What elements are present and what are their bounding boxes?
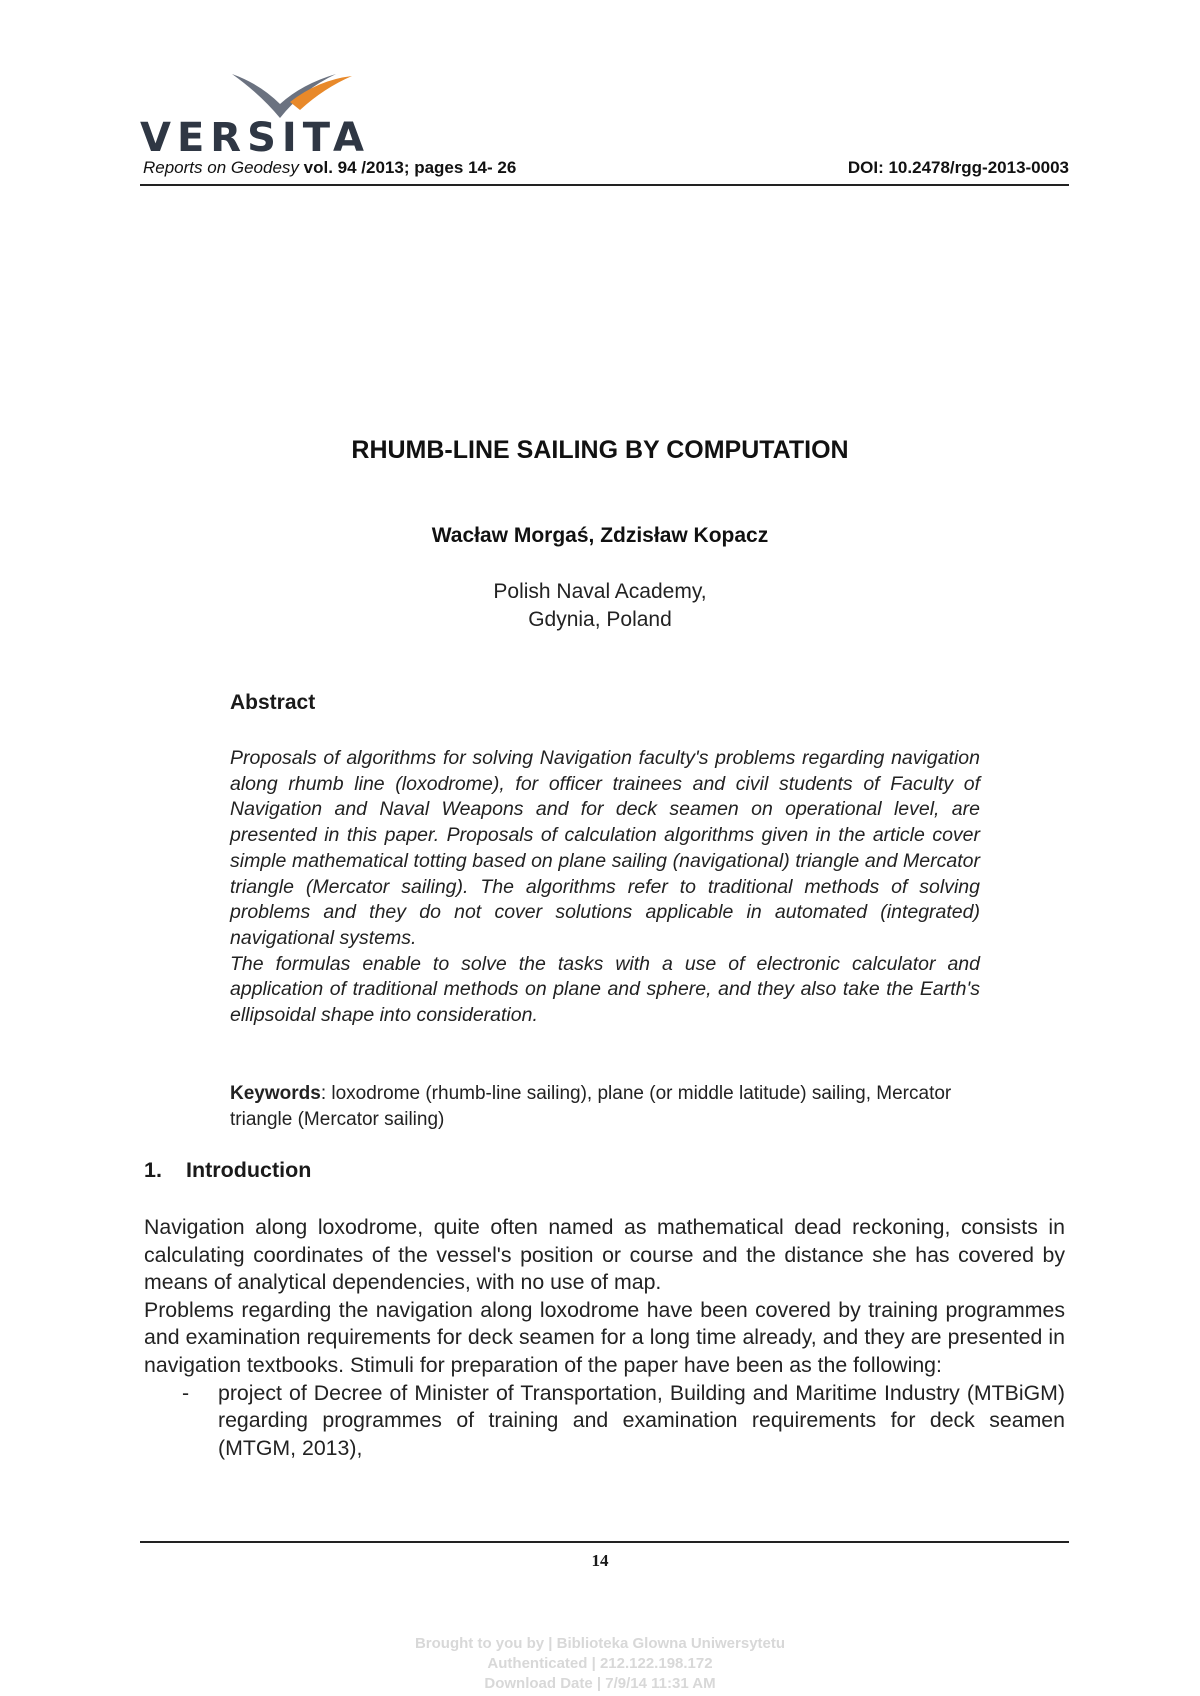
page-number: 14 (591, 1551, 609, 1570)
intro-paragraph-1: Navigation along loxodrome, quite often named as mathematical dead reckoning, consists in calculating coordinates of the vessel's position or course and the distance she has covered by means of analytical dependencies, with no use of map. (144, 1215, 1065, 1295)
section-heading-introduction (144, 1158, 311, 1183)
logo-wordmark: VERSITA (140, 115, 370, 161)
journal-citation (143, 158, 516, 178)
affiliation-line-1: Polish Naval Academy, (493, 580, 707, 603)
header-rule (140, 184, 1069, 186)
list-item (144, 1380, 1065, 1463)
authors: Wacław Morgaś, Zdzisław Kopacz (431, 524, 769, 547)
abstract-heading: Abstract (230, 691, 316, 714)
footer-rule (140, 1541, 1069, 1543)
watermark-line-3: Download Date | 7/9/14 11:31 AM (484, 1675, 716, 1692)
keywords-label: Keywords (230, 1083, 321, 1104)
journal-name: Reports on Geodesy (143, 158, 299, 177)
abstract-body (230, 746, 980, 1029)
bullet-dash: - (182, 1380, 190, 1405)
introduction-body (144, 1214, 1065, 1462)
affiliation-line-2: Gdynia, Poland (528, 608, 672, 631)
keywords-text: : loxodrome (rhumb-line sailing), plane (or middle latitude) sailing, Mercator triangle (Mercator sailing) (230, 1083, 952, 1130)
affiliation (0, 578, 1200, 634)
paper-title: RHUMB-LINE SAILING BY COMPUTATION (351, 436, 849, 464)
bullet-text: project of Decree of Minister of Transportation, Building and Maritime Industry (MTBiGM) regarding programmes of training and examination requirements for deck seamen (MTGM, 2013), (218, 1380, 1065, 1460)
doi: DOI: 10.2478/rgg-2013-0003 (847, 158, 1069, 177)
keywords (230, 1081, 980, 1133)
abstract-paragraph-2: The formulas enable to solve the tasks with a use of electronic calculator and application of traditional methods on plane and sphere, and they also take the Earth's ellipsoidal shape into consideration. (230, 952, 980, 1027)
abstract-paragraph-1: Proposals of algorithms for solving Navigation faculty's problems regarding navigation along rhumb line (loxodrome), for officer trainees and civil students of Faculty of Navigation and Naval Weapons and for deck seamen on operational level, are presented in this paper. Proposals of calculation algorithms given in the article cover simple mathematical totting based on plane sailing (navigational) triangle and Mercator triangle (Mercator sailing). The algorithms refer to traditional methods of solving problems and they do not cover solutions applicable in automated (integrated) navigational systems. (230, 747, 980, 949)
section-title: Introduction (186, 1158, 312, 1182)
versita-logo (140, 68, 400, 168)
section-number: 1. (144, 1158, 162, 1182)
watermark-line-2: Authenticated | 212.122.198.172 (487, 1655, 713, 1672)
volume-info: vol. 94 /2013; pages 14- 26 (298, 158, 517, 177)
download-watermark (0, 1634, 1200, 1694)
watermark-line-1: Brought to you by | Biblioteka Glowna Uniwersytetu (414, 1635, 786, 1652)
intro-paragraph-2: Problems regarding the navigation along loxodrome have been covered by training programmes and examination requirements for deck seamen for a long time already, and they are presented in navigation textbooks. Stimuli for preparation of the paper have been as the following: (144, 1297, 1065, 1377)
